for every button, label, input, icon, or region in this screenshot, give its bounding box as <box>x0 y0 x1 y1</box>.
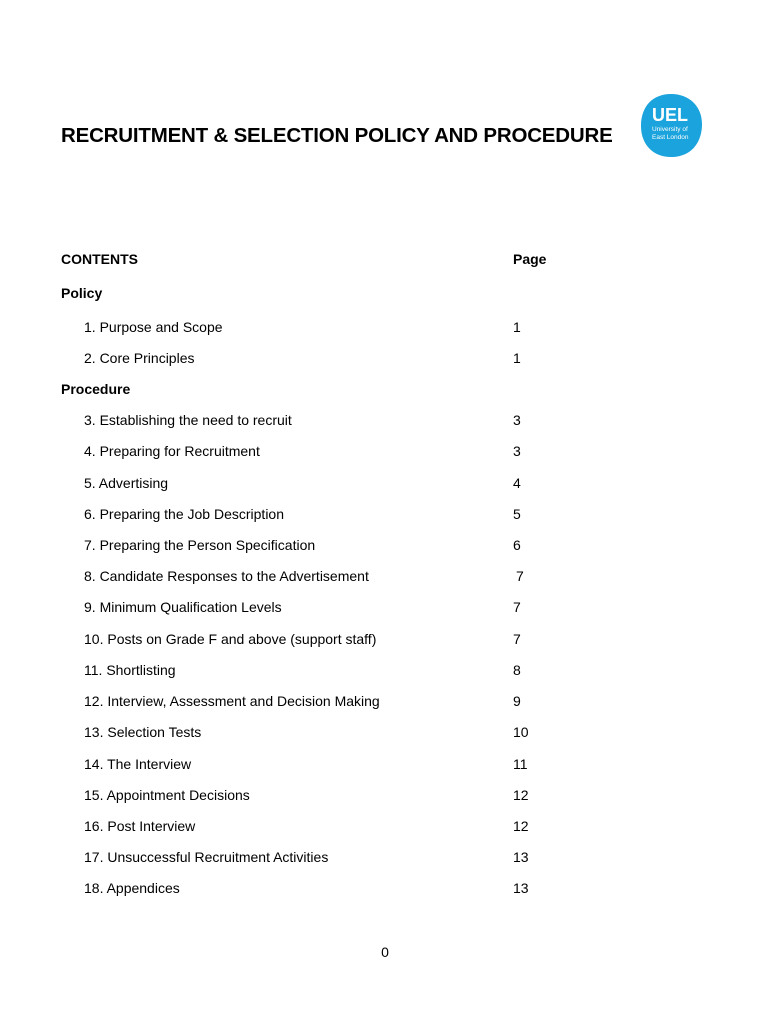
footer-page-number: 0 <box>381 944 389 960</box>
toc-row[interactable] <box>0 412 770 432</box>
toc-row[interactable] <box>0 506 770 526</box>
toc-row[interactable] <box>0 631 770 651</box>
toc-row[interactable] <box>0 537 770 557</box>
toc-row[interactable] <box>0 662 770 682</box>
toc-row[interactable] <box>0 787 770 807</box>
uel-logo <box>639 92 704 159</box>
toc-row[interactable] <box>0 849 770 869</box>
toc-row[interactable] <box>0 319 770 339</box>
toc-entry-page: 9 <box>513 693 521 709</box>
toc-entry-page: 13 <box>513 880 529 896</box>
toc-entry-page: 1 <box>513 319 521 335</box>
toc-entry-page: 8 <box>513 662 521 678</box>
toc-entry-page: 5 <box>513 506 521 522</box>
toc-entry-label: 7. Preparing the Person Specification <box>84 537 316 553</box>
section-heading-policy: Policy <box>61 285 103 301</box>
toc-entry-page: 13 <box>513 849 529 865</box>
toc-entry-label: 8. Candidate Responses to the Advertisement <box>84 568 369 584</box>
toc-entry-label: 6. Preparing the Job Description <box>84 506 284 522</box>
toc-row[interactable] <box>0 880 770 900</box>
contents-heading: CONTENTS <box>61 251 138 267</box>
toc-entry-page: 7 <box>516 568 524 584</box>
toc-entry-page: 7 <box>513 631 521 647</box>
toc-entry-page: 3 <box>513 443 521 459</box>
toc-entry-label: 3. Establishing the need to recruit <box>84 412 292 428</box>
toc-entry-page: 12 <box>513 818 529 834</box>
toc-row[interactable] <box>0 599 770 619</box>
logo-line-2: East London <box>652 134 689 141</box>
toc-row[interactable] <box>0 818 770 838</box>
page-column-heading: Page <box>513 251 547 267</box>
toc-entry-label: 10. Posts on Grade F and above (support staff) <box>84 631 377 647</box>
toc-entry-page: 3 <box>513 412 521 428</box>
logo-line-1: University of <box>652 126 688 133</box>
toc-entry-label: 15. Appointment Decisions <box>84 787 250 803</box>
toc-entry-label: 17. Unsuccessful Recruitment Activities <box>84 849 329 865</box>
toc-entry-page: 10 <box>513 724 529 740</box>
toc-entry-label: 9. Minimum Qualification Levels <box>84 599 282 615</box>
toc-entry-page: 11 <box>513 756 528 772</box>
toc-entry-page: 7 <box>513 599 521 615</box>
toc-entry-label: 2. Core Principles <box>84 350 195 366</box>
toc-row[interactable] <box>0 475 770 495</box>
logo-mark: UEL <box>652 105 688 125</box>
toc-entry-page: 12 <box>513 787 529 803</box>
toc-entry-page: 6 <box>513 537 521 553</box>
toc-entry-label: 11. Shortlisting <box>84 662 176 678</box>
toc-entry-label: 14. The Interview <box>84 756 192 772</box>
toc-entry-label: 4. Preparing for Recruitment <box>84 443 260 459</box>
toc-entry-label: 1. Purpose and Scope <box>84 319 223 335</box>
toc-row[interactable] <box>0 756 770 776</box>
toc-row[interactable] <box>0 350 770 370</box>
toc-entry-page: 4 <box>513 475 521 491</box>
toc-entry-label: 5. Advertising <box>84 475 169 491</box>
toc-row[interactable] <box>0 693 770 713</box>
toc-entry-label: 12. Interview, Assessment and Decision Making <box>84 693 380 709</box>
toc-entry-label: 18. Appendices <box>84 880 180 896</box>
document-title: RECRUITMENT & SELECTION POLICY AND PROCEDURE <box>61 124 613 147</box>
toc-entry-label: 13. Selection Tests <box>84 724 202 740</box>
toc-entry-label: 16. Post Interview <box>84 818 196 834</box>
toc-row[interactable] <box>0 724 770 744</box>
toc-row[interactable] <box>0 568 770 588</box>
toc-row[interactable] <box>0 443 770 463</box>
section-heading-procedure: Procedure <box>61 381 131 397</box>
toc-entry-page: 1 <box>513 350 521 366</box>
